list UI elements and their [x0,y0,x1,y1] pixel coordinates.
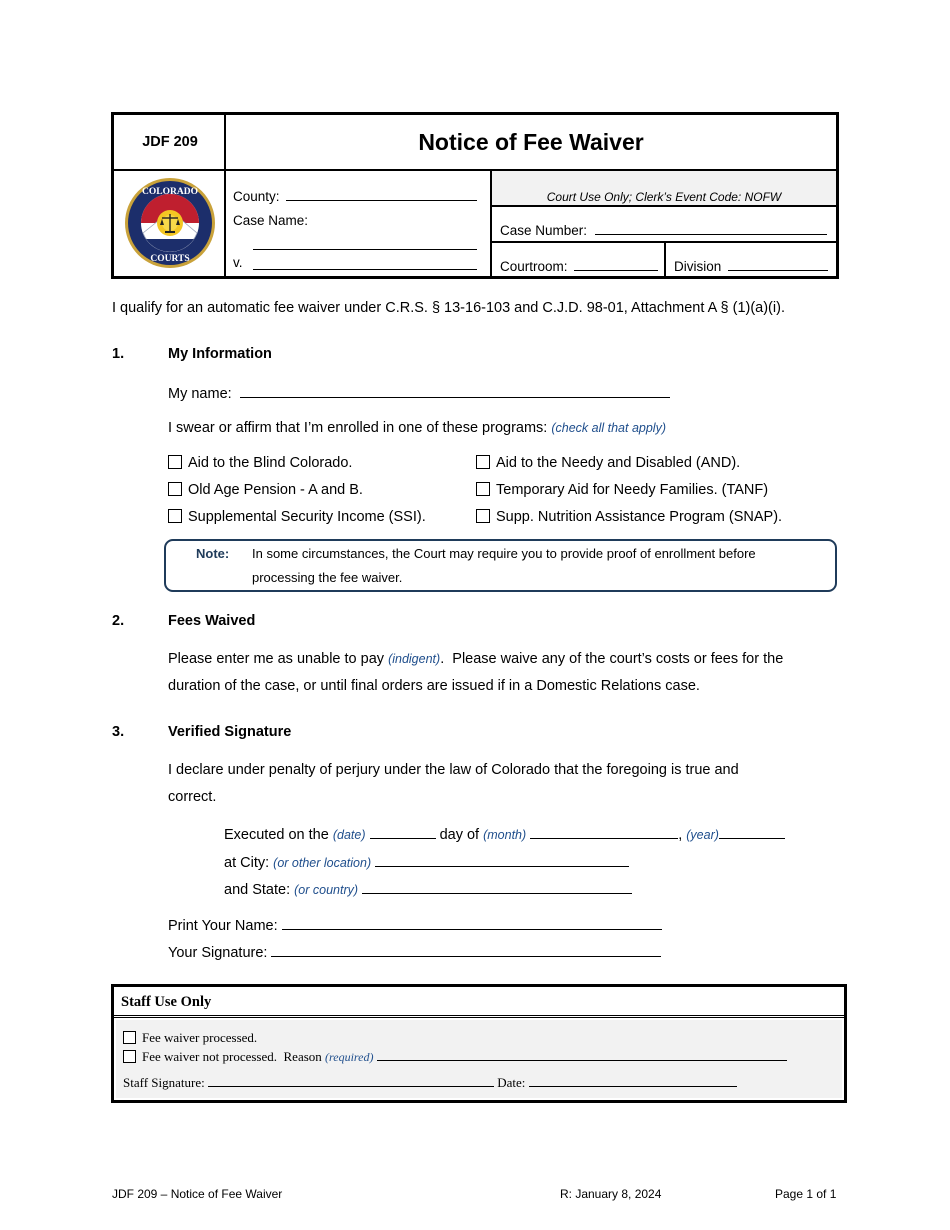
program-label: Aid to the Blind Colorado. [188,455,353,471]
city-hint: (or other location) [273,856,372,870]
comma: , [678,827,683,843]
day-of-label: day of [439,827,480,843]
declare-line-1: I declare under penalty of perjury under the law of Colorado that the foregoing is true and [168,762,739,778]
city-field[interactable] [375,853,629,867]
checkbox[interactable] [476,482,490,496]
left-column [114,115,226,276]
city-row [224,853,629,871]
print-name-row [168,916,662,934]
program-left-2[interactable] [168,482,363,498]
court-seal [124,177,216,269]
note-label: Note: [196,546,230,561]
program-label: Supplemental Security Income (SSI). [188,509,426,525]
checkbox[interactable] [168,509,182,523]
footer-revision: R: January 8, 2024 [560,1187,662,1201]
swear-row [168,420,666,436]
county-label: County: [233,189,280,204]
fees-text-line-2: duration of the case, or until final orders are issued if in a Domestic Relations case. [168,678,700,694]
section-2-number: 2. [112,613,125,629]
staff-use-title: Staff Use Only [114,987,844,1018]
date-field[interactable] [370,825,436,839]
signature-field[interactable] [271,943,661,957]
my-name-row [168,384,670,402]
processed-row[interactable] [123,1030,257,1046]
checkbox[interactable] [123,1031,136,1044]
court-use-column [490,171,836,276]
section-3-title: Verified Signature [168,724,292,740]
case-name-label: Case Name: [233,213,309,228]
year-field[interactable] [719,825,785,839]
case-number-label: Case Number: [500,223,588,238]
signature-label: Your Signature: [168,945,268,961]
footer-form-name: JDF 209 – Notice of Fee Waiver [112,1187,283,1201]
year-hint: (year) [686,828,719,842]
reason-field[interactable] [377,1049,787,1061]
seal-top-text: COLORADO [142,187,198,197]
form-title: Notice of Fee Waiver [226,115,836,171]
staff-signature-row [123,1075,737,1091]
program-right-1[interactable] [476,455,740,471]
caption-box [111,112,839,279]
staff-use-box [111,984,847,1103]
courtroom-label: Courtroom: [500,259,568,274]
indigent-hint: (indigent) [388,652,441,666]
courtroom-cell [492,243,666,276]
staff-signature-label: Staff Signature: [123,1075,205,1090]
month-hint: (month) [483,828,527,842]
note-line-1: In some circumstances, the Court may require you to provide proof of enrollment before [252,546,756,561]
program-right-2[interactable] [476,482,768,498]
checkbox[interactable] [168,482,182,496]
form-id: JDF 209 [114,115,226,171]
executed-label: Executed on the [224,827,329,843]
division-label: Division [674,259,722,274]
staff-signature-field[interactable] [208,1075,494,1087]
note-box [164,539,837,592]
fees-text-b: . Please waive any of the court’s costs or fees for the [440,651,784,667]
section-1-title: My Information [168,346,272,362]
seal-bottom-text: COURTS [150,254,190,264]
section-1-number: 1. [112,346,125,362]
required-hint: (required) [325,1050,374,1064]
city-label: at City: [224,855,270,871]
swear-text: I swear or affirm that I’m enrolled in one of these programs: [168,420,548,436]
checkbox[interactable] [476,455,490,469]
county-field[interactable] [286,187,477,201]
staff-date-label: Date: [497,1075,526,1090]
fees-text-line-1 [168,651,783,667]
county-row [233,187,477,204]
versus-field[interactable] [253,256,477,270]
staff-date-field[interactable] [529,1075,737,1087]
footer-page: Page 1 of 1 [775,1187,837,1201]
program-label: Aid to the Needy and Disabled (AND). [496,455,741,471]
state-label: and State: [224,882,291,898]
not-processed-row[interactable] [123,1049,787,1065]
court-use-label: Court Use Only; Clerk’s Event Code: NOFW [492,171,836,207]
checkbox[interactable] [123,1050,136,1063]
checkbox[interactable] [168,455,182,469]
executed-row [224,825,785,843]
state-field[interactable] [362,880,632,894]
program-label: Temporary Aid for Needy Families. (TANF) [496,482,769,498]
intro-text: I qualify for an automatic fee waiver under C.R.S. § 13-16-103 and C.J.D. 98-01, Attachment A § (1)(a)(i). [112,300,785,316]
division-cell [666,243,836,276]
print-name-field[interactable] [282,916,662,930]
checkbox[interactable] [476,509,490,523]
signature-row [168,943,661,961]
case-name-field[interactable] [253,236,477,250]
state-row [224,880,632,898]
declare-line-2: correct. [168,789,217,805]
versus-label: v. [233,255,243,270]
date-hint: (date) [332,828,366,842]
fees-text-a: Please enter me as unable to pay [168,651,385,667]
state-hint: (or country) [294,883,359,897]
my-name-field[interactable] [240,384,670,398]
courtroom-field[interactable] [574,257,658,271]
program-right-3[interactable] [476,509,782,525]
section-2-title: Fees Waived [168,613,256,629]
not-processed-label: Fee waiver not processed. Reason [142,1049,322,1064]
check-all-hint: (check all that apply) [551,421,666,435]
program-label: Old Age Pension - A and B. [188,482,363,498]
print-name-label: Print Your Name: [168,918,278,934]
case-number-row [492,207,836,243]
program-left-1[interactable] [168,455,352,471]
staff-use-body [116,1020,842,1098]
program-left-3[interactable] [168,509,426,525]
case-number-field[interactable] [595,221,827,235]
section-3-number: 3. [112,724,125,740]
versus-row [233,255,243,270]
my-name-label: My name: [168,386,232,402]
division-field[interactable] [728,257,828,271]
note-line-2: processing the fee waiver. [252,570,403,585]
month-field[interactable] [530,825,678,839]
program-label: Supp. Nutrition Assistance Program (SNAP). [496,509,783,525]
processed-label: Fee waiver processed. [142,1030,258,1045]
